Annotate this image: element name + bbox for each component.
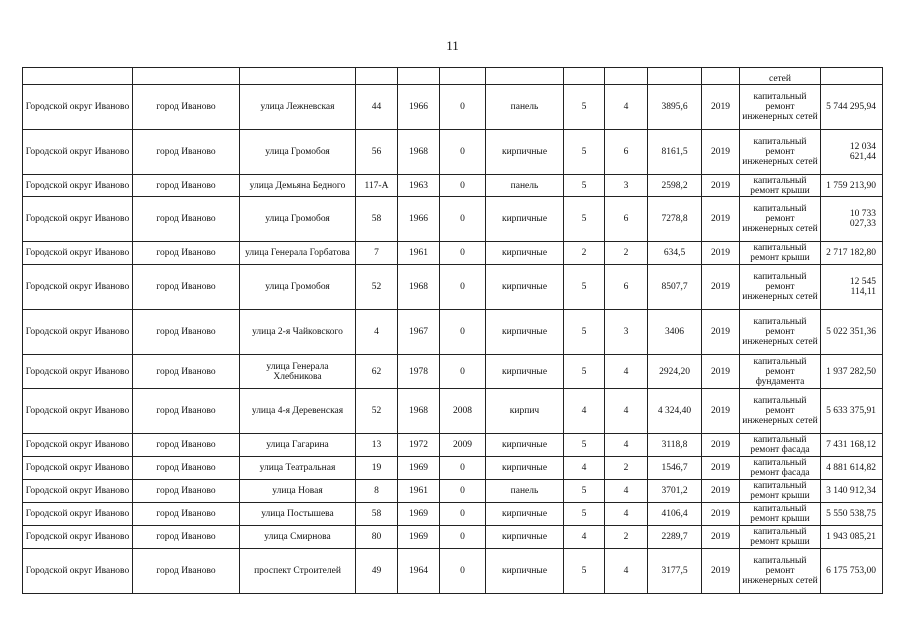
cell-plan-year: 2019 — [702, 242, 740, 265]
cell-year-built: 1972 — [398, 434, 440, 457]
cell-city: город Иваново — [133, 355, 240, 389]
cell-city: город Иваново — [133, 310, 240, 355]
cell-entrances: 4 — [605, 355, 648, 389]
cell-plan-year: 2019 — [702, 197, 740, 242]
cell-area: 2924,20 — [648, 355, 702, 389]
cell-city: город Иваново — [133, 526, 240, 549]
cell-city: город Иваново — [133, 197, 240, 242]
cell-year-overhaul: 0 — [440, 549, 486, 594]
cell-year-built: 1968 — [398, 130, 440, 175]
cell-year-overhaul: 0 — [440, 130, 486, 175]
cell-cost: 5 550 538,75 — [821, 503, 883, 526]
cell-year-overhaul: 0 — [440, 242, 486, 265]
cell-area: 8507,7 — [648, 265, 702, 310]
cell-year-built: 1968 — [398, 389, 440, 434]
cell-work: капитальный ремонт крыши — [740, 503, 821, 526]
cell-entrances: 4 — [605, 480, 648, 503]
cell-floors: 4 — [564, 457, 605, 480]
cell-wall-material: кирпичные — [486, 526, 564, 549]
cell-wall-material: панель — [486, 85, 564, 130]
page-number: 11 — [446, 38, 459, 53]
cell-district: Городской округ Иваново — [23, 526, 133, 549]
cell-year-overhaul: 0 — [440, 197, 486, 242]
cell-street: улица Театральная — [240, 457, 356, 480]
cell-area: 7278,8 — [648, 197, 702, 242]
table-row — [23, 503, 883, 526]
cell-year-built: 1961 — [398, 480, 440, 503]
cell-entrances: 4 — [605, 389, 648, 434]
cell-year-overhaul: 0 — [440, 503, 486, 526]
cell-year-built: 1963 — [398, 175, 440, 197]
cell-street: улица Гагарина — [240, 434, 356, 457]
cell-year-overhaul: 0 — [440, 175, 486, 197]
table-row — [23, 480, 883, 503]
cell-year-overhaul: 0 — [440, 265, 486, 310]
cell-cost: 3 140 912,34 — [821, 480, 883, 503]
cell-year-built: 1967 — [398, 310, 440, 355]
cell-work: капитальный ремонт инженерных сетей — [740, 549, 821, 594]
cell-year-overhaul: 0 — [440, 355, 486, 389]
cell-city: город Иваново — [133, 434, 240, 457]
cell-floors: 5 — [564, 265, 605, 310]
cell-district: Городской округ Иваново — [23, 480, 133, 503]
cell-street: улица Генерала Хлебникова — [240, 355, 356, 389]
table-row — [23, 197, 883, 242]
cell-wall-material: кирпичные — [486, 457, 564, 480]
cell-work: капитальный ремонт крыши — [740, 175, 821, 197]
cell-plan-year: 2019 — [702, 130, 740, 175]
cell-entrances: 6 — [605, 130, 648, 175]
cell-work: капитальный ремонт крыши — [740, 242, 821, 265]
cell-floors: 4 — [564, 389, 605, 434]
cell-house: 56 — [356, 130, 398, 175]
cell-wall-material: кирпичные — [486, 355, 564, 389]
cell-plan-year: 2019 — [702, 526, 740, 549]
cell-floors: 5 — [564, 503, 605, 526]
cell-year-overhaul: 0 — [440, 480, 486, 503]
cell-cost: 2 717 182,80 — [821, 242, 883, 265]
cell-work: капитальный ремонт крыши — [740, 480, 821, 503]
cell-year-built: 1968 — [398, 265, 440, 310]
table-row — [23, 85, 883, 130]
cell-entrances: 2 — [605, 242, 648, 265]
cell-cost: 5 744 295,94 — [821, 85, 883, 130]
cell-plan-year: 2019 — [702, 389, 740, 434]
cell-house: 62 — [356, 355, 398, 389]
cell-year-overhaul: 0 — [440, 85, 486, 130]
cell-area: 2289,7 — [648, 526, 702, 549]
cell-plan-year: 2019 — [702, 355, 740, 389]
cell-floors: 5 — [564, 480, 605, 503]
cell-wall-material: кирпичные — [486, 197, 564, 242]
cell-year-overhaul: 0 — [440, 310, 486, 355]
cell-year-built: 1978 — [398, 355, 440, 389]
cell-district: Городской округ Иваново — [23, 434, 133, 457]
cell-cost: 5 633 375,91 — [821, 389, 883, 434]
cell-district: Городской округ Иваново — [23, 265, 133, 310]
cell-floors: 5 — [564, 175, 605, 197]
cell-wall-material: кирпичные — [486, 434, 564, 457]
table-body — [23, 68, 883, 594]
cell-street: улица 2-я Чайковского — [240, 310, 356, 355]
cell-year-built: 1969 — [398, 526, 440, 549]
cell-plan-year: 2019 — [702, 175, 740, 197]
cell-entrances: 4 — [605, 434, 648, 457]
cell-district: Городской округ Иваново — [23, 355, 133, 389]
table-row — [23, 242, 883, 265]
table-row — [23, 175, 883, 197]
cell-house: 52 — [356, 265, 398, 310]
cell-plan-year: 2019 — [702, 480, 740, 503]
cell-district: Городской округ Иваново — [23, 197, 133, 242]
table-row — [23, 355, 883, 389]
cell-street: улица Громобоя — [240, 197, 356, 242]
cell-year-built: 1964 — [398, 549, 440, 594]
cell-street: улица Генерала Горбатова — [240, 242, 356, 265]
cell-work: капитальный ремонт инженерных сетей — [740, 389, 821, 434]
cell-house: 8 — [356, 480, 398, 503]
cell-year-built: 1969 — [398, 503, 440, 526]
table-row — [23, 265, 883, 310]
cell-work: капитальный ремонт инженерных сетей — [740, 265, 821, 310]
cell-year-overhaul: 2009 — [440, 434, 486, 457]
table-row — [23, 526, 883, 549]
cell-wall-material: кирпичные — [486, 503, 564, 526]
cell-floors: 5 — [564, 130, 605, 175]
cell-cost: 1 943 085,21 — [821, 526, 883, 549]
cell-wall-material: панель — [486, 175, 564, 197]
cell-house: 58 — [356, 197, 398, 242]
cell-street: улица 4-я Деревенская — [240, 389, 356, 434]
table-row — [23, 457, 883, 480]
cell-work: капитальный ремонт фундамента — [740, 355, 821, 389]
cell-street: улица Громобоя — [240, 130, 356, 175]
cell-area: 3118,8 — [648, 434, 702, 457]
cell-wall-material: кирпичные — [486, 310, 564, 355]
cell-floors: 2 — [564, 242, 605, 265]
cell-work: капитальный ремонт фасада — [740, 457, 821, 480]
cell-floors: 5 — [564, 355, 605, 389]
cell-work: капитальный ремонт инженерных сетей — [740, 310, 821, 355]
cell-house: 4 — [356, 310, 398, 355]
cell-floors: 5 — [564, 197, 605, 242]
cell-plan-year: 2019 — [702, 85, 740, 130]
cell-area: 3895,6 — [648, 85, 702, 130]
cell-plan-year: 2019 — [702, 549, 740, 594]
cell-district: Городской округ Иваново — [23, 310, 133, 355]
cell-house: 19 — [356, 457, 398, 480]
cell-district: Городской округ Иваново — [23, 549, 133, 594]
cell-area: 4106,4 — [648, 503, 702, 526]
cell-house: 49 — [356, 549, 398, 594]
cell-city: город Иваново — [133, 175, 240, 197]
cell-plan-year: 2019 — [702, 503, 740, 526]
cell-street: улица Демьяна Бедного — [240, 175, 356, 197]
cell-house: 58 — [356, 503, 398, 526]
cell-floors: 5 — [564, 310, 605, 355]
cell-area: 3701,2 — [648, 480, 702, 503]
cell-entrances: 6 — [605, 265, 648, 310]
cell-street: улица Лежневская — [240, 85, 356, 130]
cell-city: город Иваново — [133, 457, 240, 480]
cell-house: 13 — [356, 434, 398, 457]
cell-entrances: 4 — [605, 85, 648, 130]
cell-plan-year: 2019 — [702, 310, 740, 355]
cell-house: 80 — [356, 526, 398, 549]
cell-city: город Иваново — [133, 389, 240, 434]
cell-cost: 10 733 027,33 — [821, 197, 883, 242]
cell-work: капитальный ремонт инженерных сетей — [740, 197, 821, 242]
cell-district: Городской округ Иваново — [23, 457, 133, 480]
cell-work: капитальный ремонт инженерных сетей — [740, 85, 821, 130]
cell-city: город Иваново — [133, 549, 240, 594]
table-row — [23, 389, 883, 434]
cell-year-built: 1966 — [398, 85, 440, 130]
cell-area: 8161,5 — [648, 130, 702, 175]
cell-city: город Иваново — [133, 480, 240, 503]
cell-street: проспект Строителей — [240, 549, 356, 594]
table-row — [23, 130, 883, 175]
cell-cost: 6 175 753,00 — [821, 549, 883, 594]
cell-entrances: 4 — [605, 549, 648, 594]
cell-year-overhaul: 0 — [440, 526, 486, 549]
cell-entrances: 2 — [605, 457, 648, 480]
cell-entrances: 6 — [605, 197, 648, 242]
cell-district: Городской округ Иваново — [23, 389, 133, 434]
cell-work: капитальный ремонт инженерных сетей — [740, 130, 821, 175]
cell-cost: 12 034 621,44 — [821, 130, 883, 175]
cell-wall-material: кирпичные — [486, 242, 564, 265]
cell-entrances: 2 — [605, 526, 648, 549]
cell-work: капитальный ремонт фасада — [740, 434, 821, 457]
cell-district: Городской округ Иваново — [23, 175, 133, 197]
cell-year-built: 1966 — [398, 197, 440, 242]
cell-street: улица Постышева — [240, 503, 356, 526]
cell-area: 3406 — [648, 310, 702, 355]
cell-floors: 4 — [564, 526, 605, 549]
cell-cost: 12 545 114,11 — [821, 265, 883, 310]
cell-work: капитальный ремонт крыши — [740, 526, 821, 549]
cell-wall-material: панель — [486, 480, 564, 503]
cell-area: 634,5 — [648, 242, 702, 265]
cell-district: Городской округ Иваново — [23, 242, 133, 265]
table-row — [23, 549, 883, 594]
cell-city: город Иваново — [133, 130, 240, 175]
cell-street: улица Новая — [240, 480, 356, 503]
cell-cost: 1 759 213,90 — [821, 175, 883, 197]
cell-plan-year: 2019 — [702, 434, 740, 457]
cell-wall-material: кирпичные — [486, 549, 564, 594]
cell-cost: 7 431 168,12 — [821, 434, 883, 457]
cell-floors: 5 — [564, 549, 605, 594]
cell-wall-material: кирпичные — [486, 265, 564, 310]
table-row — [23, 434, 883, 457]
cell-cost: 4 881 614,82 — [821, 457, 883, 480]
cell-area: 4 324,40 — [648, 389, 702, 434]
cell-work-fragment: сетей — [740, 68, 821, 85]
cell-area: 1546,7 — [648, 457, 702, 480]
cell-house: 117-А — [356, 175, 398, 197]
cell-plan-year: 2019 — [702, 265, 740, 310]
cell-street: улица Смирнова — [240, 526, 356, 549]
cell-district: Городской округ Иваново — [23, 503, 133, 526]
cell-house: 44 — [356, 85, 398, 130]
cell-entrances: 3 — [605, 175, 648, 197]
cell-plan-year: 2019 — [702, 457, 740, 480]
cell-area: 2598,2 — [648, 175, 702, 197]
cell-entrances: 4 — [605, 503, 648, 526]
cell-year-overhaul: 2008 — [440, 389, 486, 434]
cell-wall-material: кирпич — [486, 389, 564, 434]
cell-cost: 1 937 282,50 — [821, 355, 883, 389]
cell-area: 3177,5 — [648, 549, 702, 594]
cell-city: город Иваново — [133, 265, 240, 310]
cell-house: 7 — [356, 242, 398, 265]
cell-year-overhaul: 0 — [440, 457, 486, 480]
cell-year-built: 1969 — [398, 457, 440, 480]
cell-city: город Иваново — [133, 242, 240, 265]
cell-entrances: 3 — [605, 310, 648, 355]
cell-cost: 5 022 351,36 — [821, 310, 883, 355]
cell-year-built: 1961 — [398, 242, 440, 265]
cell-floors: 5 — [564, 434, 605, 457]
cell-district: Городской округ Иваново — [23, 130, 133, 175]
cell-wall-material: кирпичные — [486, 130, 564, 175]
cell-floors: 5 — [564, 85, 605, 130]
housing-repair-table — [22, 67, 883, 594]
cell-district: Городской округ Иваново — [23, 85, 133, 130]
table-row-continued — [23, 68, 883, 85]
cell-street: улица Громобоя — [240, 265, 356, 310]
cell-city: город Иваново — [133, 503, 240, 526]
cell-house: 52 — [356, 389, 398, 434]
cell-city: город Иваново — [133, 85, 240, 130]
table-row — [23, 310, 883, 355]
